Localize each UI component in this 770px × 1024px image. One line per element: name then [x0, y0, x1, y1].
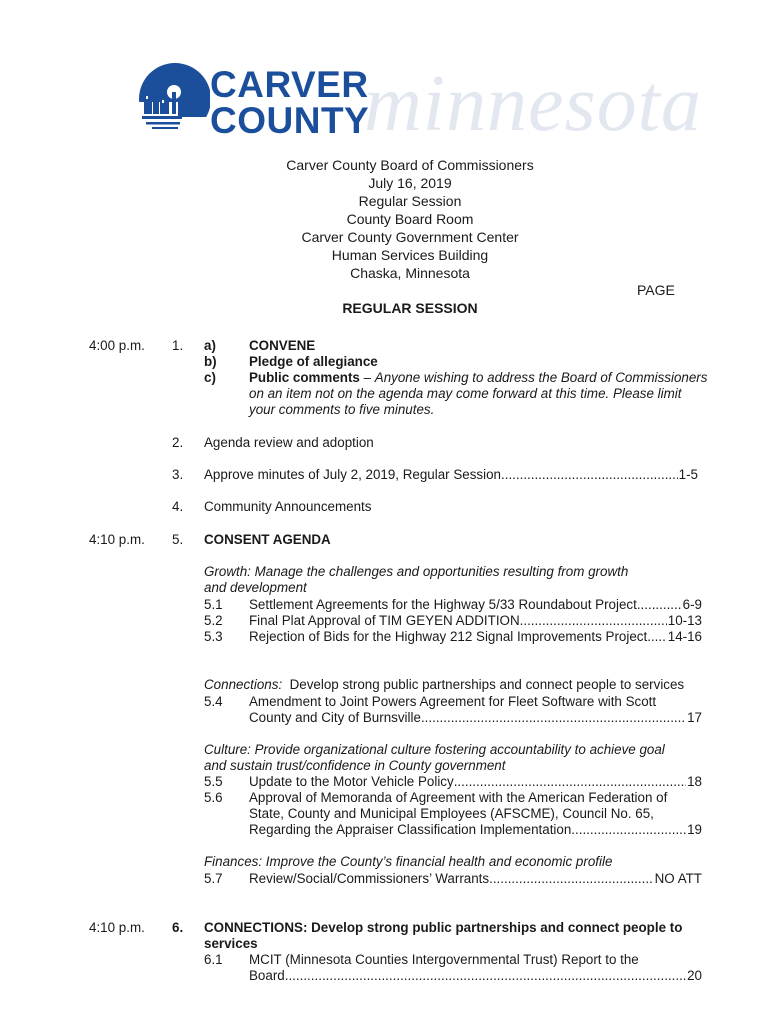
session-title: REGULAR SESSION: [342, 300, 478, 316]
county-logo-mark: [138, 62, 210, 136]
meeting-header: [0, 156, 770, 282]
page-column-label: PAGE: [637, 282, 675, 298]
item1c-text: [249, 370, 707, 386]
public-comments-heading: Public comments: [249, 370, 360, 385]
item61-leader: [285, 968, 686, 984]
item3-page: 1-5: [678, 467, 698, 482]
header-line-city: Chaska, Minnesota: [350, 265, 470, 281]
header-line-date: July 16, 2019: [368, 175, 452, 191]
item55-entry: [249, 774, 702, 790]
item61-entry: [249, 968, 702, 984]
item2-text: Agenda review and adoption: [204, 435, 374, 450]
public-comments-dash: –: [359, 370, 375, 385]
item53-text: Rejection of Bids for the Highway 212 Signal Improvements Project: [249, 629, 648, 644]
item3-number: 3.: [172, 467, 184, 482]
item1b-text: Pledge of allegiance: [249, 354, 378, 369]
item5-number: 5.: [172, 532, 184, 547]
item3-leader: [501, 467, 678, 483]
item1-number: 1.: [172, 338, 184, 353]
item56-number: 5.6: [204, 790, 223, 805]
item1-time: 4:00 p.m.: [89, 338, 145, 353]
item5-title: CONSENT AGENDA: [204, 532, 331, 547]
item52-leader: [520, 613, 667, 629]
item61-text-2: Board: [249, 968, 285, 983]
item52-page: 10-13: [667, 613, 702, 628]
item6-number: 6.: [172, 920, 184, 935]
growth-heading-2: and development: [204, 580, 307, 595]
item6-time: 4:10 p.m.: [89, 920, 145, 935]
item1c-label: c): [204, 370, 216, 385]
item57-text: Review/Social/Commissioners’ Warrants: [249, 871, 490, 886]
header-line-room: County Board Room: [346, 211, 474, 227]
item51-number: 5.1: [204, 597, 223, 612]
item53-page: 14-16: [667, 629, 702, 644]
item51-page: 6-9: [682, 597, 702, 612]
connections-heading: [204, 677, 684, 693]
growth-heading-1: Growth: Manage the challenges and opportunities resulting from growth: [204, 564, 629, 579]
connections-label: Connections:: [204, 677, 283, 692]
item56-page: 19: [687, 822, 702, 837]
logo-minnesota-script: minnesota: [364, 60, 702, 148]
item53-number: 5.3: [204, 629, 223, 644]
header-line-center: Carver County Government Center: [301, 229, 519, 245]
item53-leader: [647, 629, 667, 645]
item54-entry: [249, 710, 702, 726]
item4-text: Community Announcements: [204, 499, 372, 514]
item55-number: 5.5: [204, 774, 223, 789]
item51-leader: [637, 597, 682, 613]
item61-page: 20: [687, 968, 702, 983]
item51-entry: [249, 597, 702, 613]
item3-entry: [204, 467, 698, 483]
item52-entry: [249, 613, 702, 629]
item57-entry: [249, 871, 702, 887]
item54-number: 5.4: [204, 694, 223, 709]
item1a-label: a): [204, 338, 216, 353]
logo-word-carver: CARVER: [210, 64, 369, 105]
item61-text-1: MCIT (Minnesota Counties Intergovernmental Trust) Report to the: [249, 952, 639, 967]
public-comments-note-2: on an item not on the agenda may come forward at this time. Please limit: [249, 386, 682, 401]
item3-text: Approve minutes of July 2, 2019, Regular Session: [204, 467, 501, 482]
item4-number: 4.: [172, 499, 184, 514]
item57-page: NO ATT: [654, 871, 702, 886]
public-comments-note-3: your comments to five minutes.: [249, 402, 435, 417]
item56-text-2: State, County and Municipal Employees (AFSCME), Council No. 65,: [249, 806, 654, 821]
header-line-session: Regular Session: [358, 193, 462, 209]
logo-word-county: COUNTY: [210, 100, 370, 141]
item2-number: 2.: [172, 435, 184, 450]
finances-heading: Finances: Improve the County’s financial health and economic profile: [204, 854, 613, 869]
public-comments-note-1: Anyone wishing to address the Board of Commissioners: [374, 370, 708, 385]
item54-text-1: Amendment to Joint Powers Agreement for Fleet Software with Scott: [249, 694, 657, 709]
header-line-board: Carver County Board of Commissioners: [286, 157, 534, 173]
culture-heading-2: and sustain trust/confidence in County government: [204, 758, 506, 773]
item54-leader: [421, 710, 686, 726]
item1b-label: b): [204, 354, 217, 369]
item55-page: 18: [687, 774, 702, 789]
item52-number: 5.2: [204, 613, 223, 628]
item52-text: Final Plat Approval of TIM GEYEN ADDITION: [249, 613, 520, 628]
item6-title-1: CONNECTIONS: Develop strong public partnerships and connect people to: [204, 920, 683, 935]
item61-number: 6.1: [204, 952, 223, 967]
item51-text: Settlement Agreements for the Highway 5/33 Roundabout Project: [249, 597, 637, 612]
item53-entry: [249, 629, 702, 645]
item56-entry: [249, 822, 702, 838]
item57-number: 5.7: [204, 871, 223, 886]
culture-heading-1: Culture: Provide organizational culture fostering accountability to achieve goal: [204, 742, 665, 757]
item55-text: Update to the Motor Vehicle Policy: [249, 774, 454, 789]
item5-time: 4:10 p.m.: [89, 532, 145, 547]
item56-text-1: Approval of Memoranda of Agreement with the American Federation of: [249, 790, 668, 805]
connections-text: Develop strong public partnerships and connect people to services: [282, 677, 685, 692]
item56-leader: [571, 822, 686, 838]
header-line-building: Human Services Building: [331, 247, 489, 263]
item54-text-2: County and City of Burnsville: [249, 710, 421, 725]
item54-page: 17: [687, 710, 702, 725]
item6-title-2: services: [204, 936, 258, 951]
item1a-text: CONVENE: [249, 338, 316, 353]
item56-text-3: Regarding the Appraiser Classification Implementation: [249, 822, 572, 837]
item55-leader: [454, 774, 686, 790]
item57-leader: [489, 871, 654, 887]
